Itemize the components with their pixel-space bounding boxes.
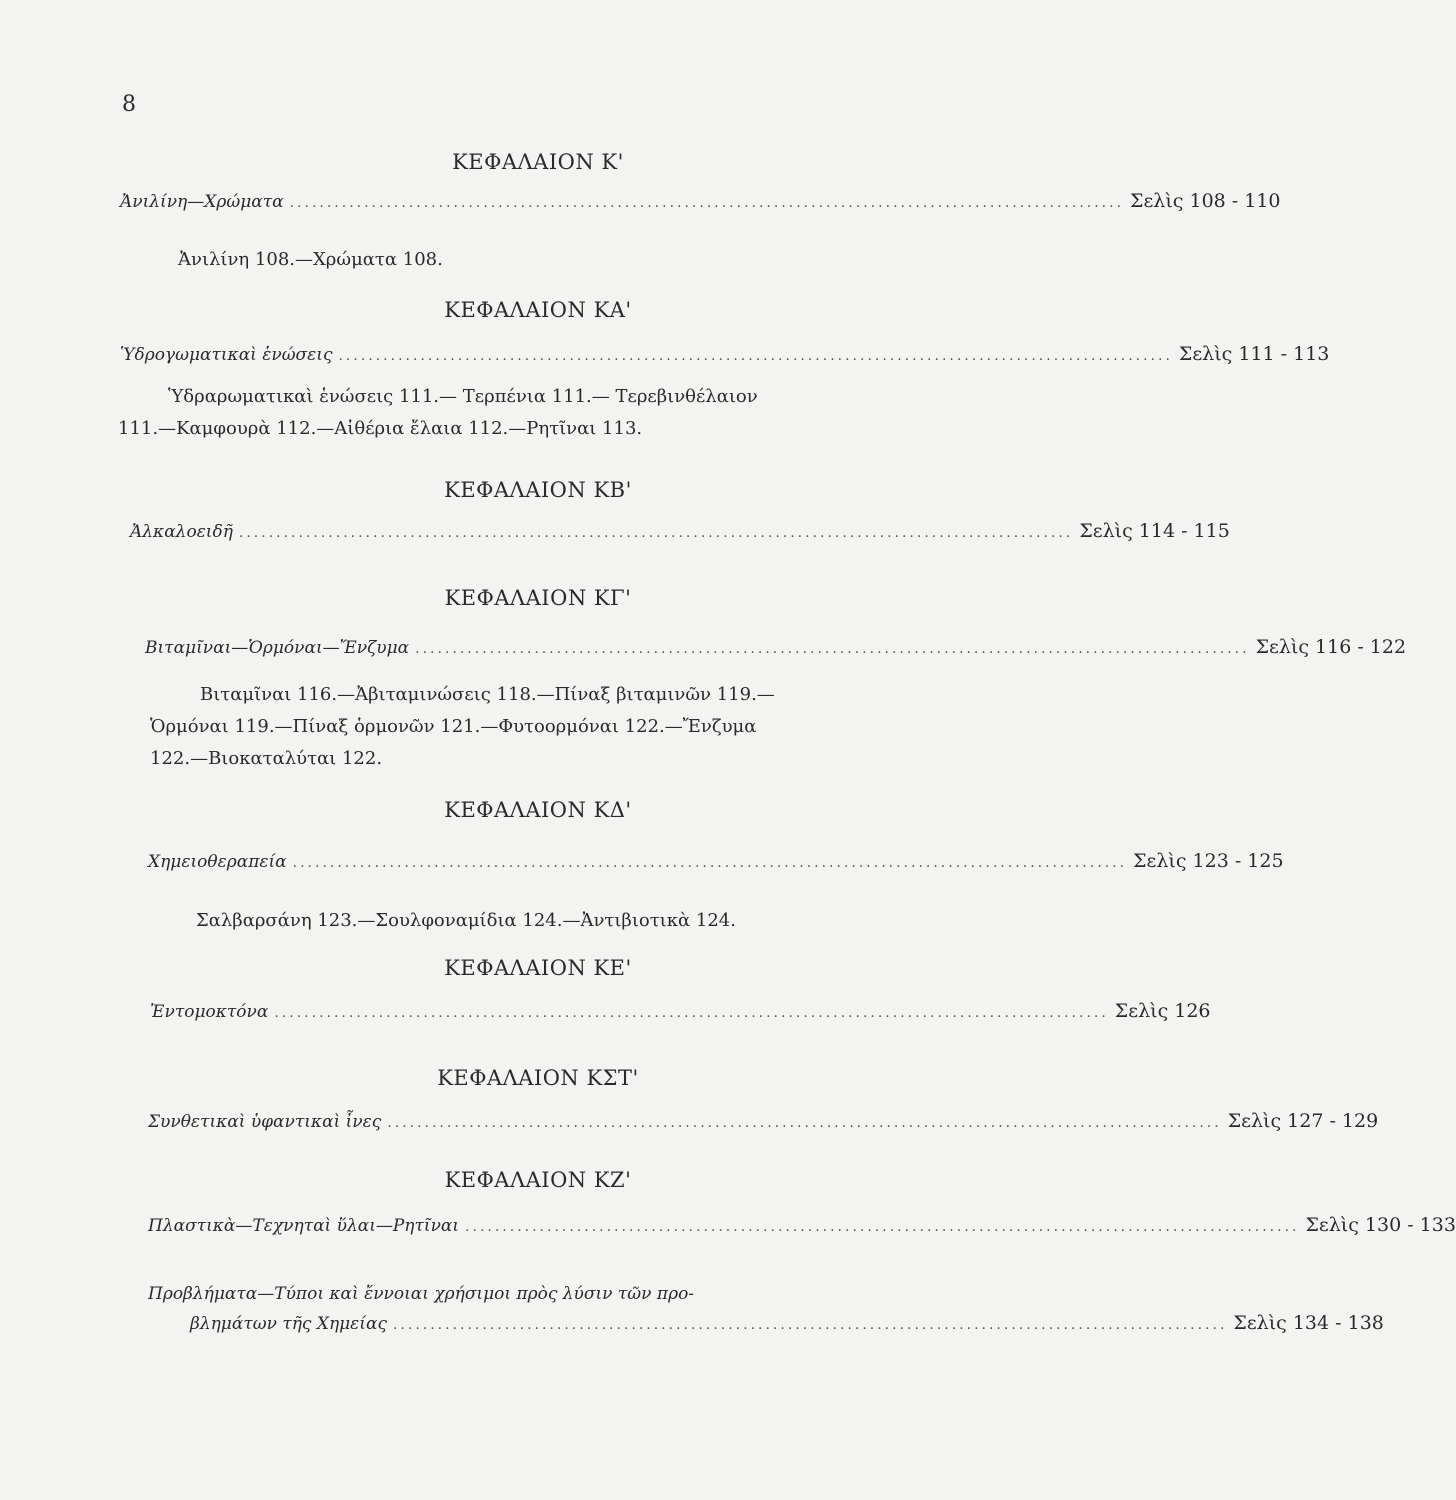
- entry-pages: Σελὶς 108 - 110: [1130, 190, 1281, 212]
- entry-title-continued: βλημάτων τῆς Χημείας: [190, 1314, 387, 1334]
- entry-pages: Σελὶς 111 - 113: [1178, 343, 1330, 365]
- entry-subtopics: 111.—Καμφουρὰ 112.—Αἰθέρια ἔλαια 112.—Ρητῖναι 113.: [118, 418, 643, 439]
- entry-title: Ἐντομοκτόνα: [150, 1002, 269, 1022]
- entry-pages: Σελὶς 123 - 125: [1133, 850, 1284, 872]
- entry-title: Συνθετικαὶ ὑφαντικαὶ ἶνες: [148, 1112, 382, 1132]
- chapter-heading: ΚΕΦΑΛΑΙΟΝ ΚΕ': [444, 956, 632, 980]
- entry-subtopics: Ὑδραρωματικαὶ ἑνώσεις 111.— Τερπένια 111.— Τερεβινθέλαιον: [168, 386, 758, 407]
- dot-leader: ................................................................................................................: [292, 855, 1128, 871]
- toc-entry: [150, 1000, 1211, 1022]
- dot-leader: ................................................................................................................: [274, 1005, 1109, 1021]
- page-number: 8: [122, 92, 136, 117]
- dot-leader: ................................................................................................................: [238, 525, 1074, 541]
- entry-title: Ἀλκαλοειδῆ: [130, 522, 233, 542]
- chapter-heading: ΚΕΦΑΛΑΙΟΝ ΚΑ': [444, 298, 632, 322]
- entry-title: Ὑδρογωματικαὶ ἑνώσεις: [120, 345, 333, 365]
- dot-leader: ................................................................................................................: [338, 348, 1173, 364]
- toc-entry: [190, 1312, 1384, 1334]
- chapter-heading: ΚΕΦΑΛΑΙΟΝ ΚΖ': [444, 1168, 632, 1192]
- entry-pages: Σελὶς 116 - 122: [1255, 636, 1407, 658]
- dot-leader: ................................................................................................................: [289, 195, 1125, 211]
- entry-title: Χημειοθεραπεία: [148, 852, 287, 872]
- entry-pages: Σελὶς 126: [1114, 1000, 1211, 1022]
- dot-leader: ................................................................................................................: [392, 1317, 1228, 1333]
- toc-entry: [148, 850, 1284, 872]
- entry-pages: Σελὶς 134 - 138: [1233, 1312, 1384, 1334]
- chapter-heading: ΚΕΦΑΛΑΙΟΝ ΚΔ': [444, 798, 632, 822]
- entry-subtopics: Ἀνιλίνη 108.—Χρώματα 108.: [178, 249, 443, 270]
- chapter-heading: ΚΕΦΑΛΑΙΟΝ Κ': [452, 150, 624, 174]
- entry-pages: Σελὶς 130 - 133: [1305, 1214, 1456, 1236]
- dot-leader: ................................................................................................................: [415, 641, 1250, 657]
- toc-entry: [145, 636, 1407, 658]
- entry-subtopics: Βιταμῖναι 116.—Ἀβιταμινώσεις 118.—Πίναξ βιταμινῶν 119.—: [200, 684, 775, 705]
- entry-title: Ἀνιλίνη—Χρώματα: [120, 192, 284, 212]
- dot-leader: ................................................................................................................: [387, 1115, 1222, 1131]
- chapter-heading: ΚΕΦΑΛΑΙΟΝ ΚΣΤ': [437, 1066, 639, 1090]
- toc-entry: [120, 190, 1281, 212]
- entry-subtopics: Σαλβαρσάνη 123.—Σουλφοναμίδια 124.—Ἀντιβιοτικὰ 124.: [196, 910, 736, 931]
- toc-entry: [148, 1214, 1456, 1236]
- entry-subtopics: 122.—Βιοκαταλύται 122.: [150, 748, 383, 769]
- entry-pages: Σελὶς 127 - 129: [1227, 1110, 1379, 1132]
- chapter-heading: ΚΕΦΑΛΑΙΟΝ ΚΓ': [444, 586, 632, 610]
- entry-subtopics: Ὁρμόναι 119.—Πίναξ ὁρμονῶν 121.—Φυτοορμόναι 122.—Ἔνζυμα: [150, 716, 757, 737]
- entry-pages: Σελὶς 114 - 115: [1079, 520, 1230, 542]
- toc-entry: [120, 343, 1330, 365]
- chapter-heading: ΚΕΦΑΛΑΙΟΝ ΚΒ': [444, 478, 632, 502]
- toc-entry: [148, 1110, 1379, 1132]
- toc-entry: [130, 520, 1230, 542]
- entry-title: Βιταμῖναι—Ὁρμόναι—Ἔνζυμα: [145, 638, 410, 658]
- entry-title: Προβλήματα—Τύποι καὶ ἔννοιαι χρήσιμοι πρὸς λύσιν τῶν προ-: [148, 1284, 695, 1304]
- dot-leader: ................................................................................................................: [465, 1219, 1300, 1235]
- entry-title: Πλαστικὰ—Τεχνηταὶ ὕλαι—Ρητῖναι: [148, 1216, 460, 1236]
